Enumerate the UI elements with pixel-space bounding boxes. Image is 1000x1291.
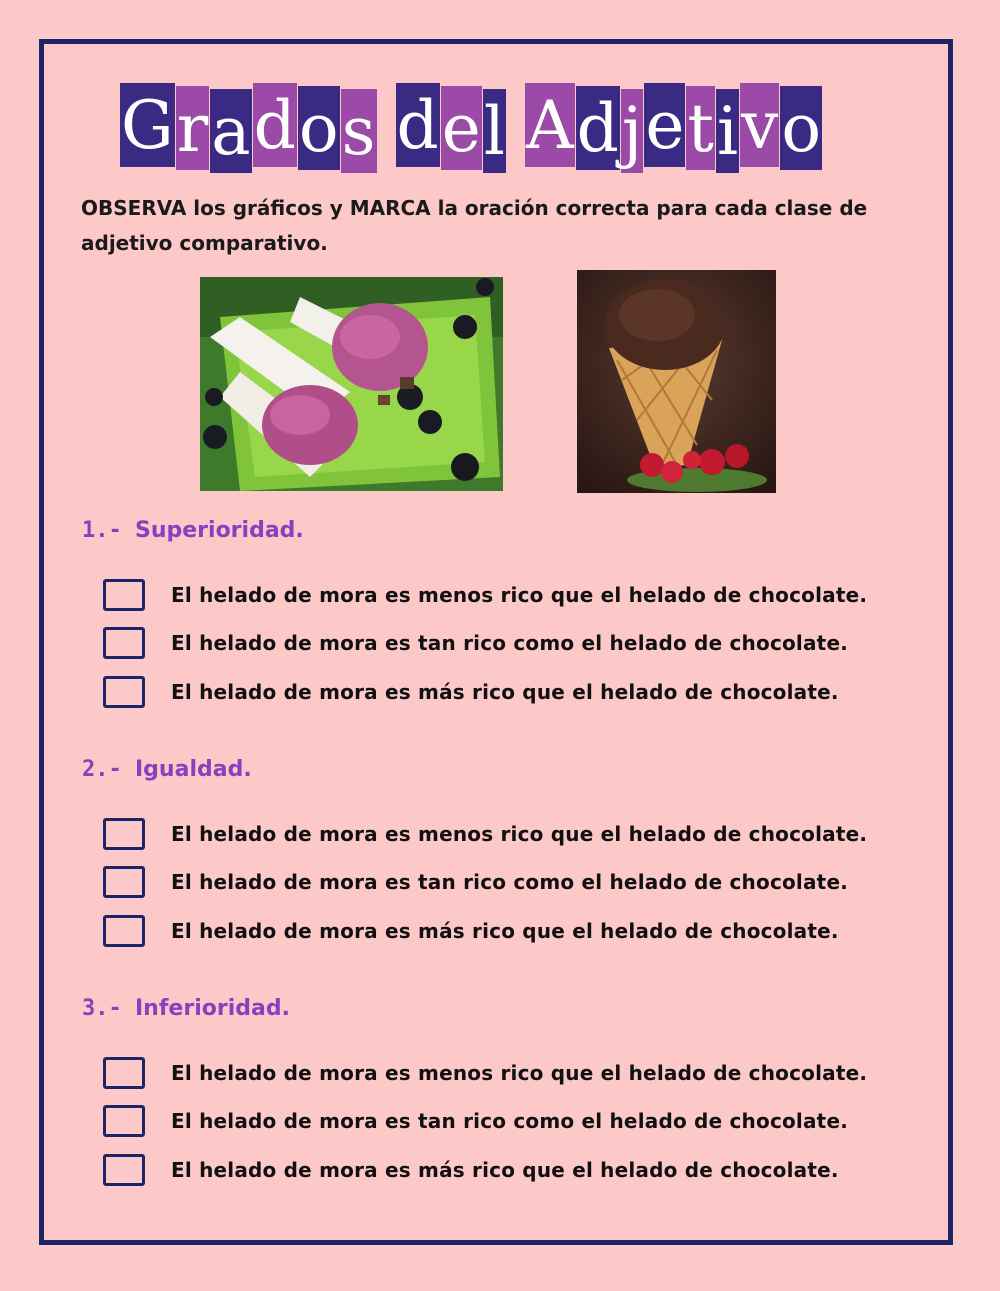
answer-option-label: El helado de mora es tan rico como el helado de chocolate. bbox=[171, 1109, 849, 1133]
answer-option[interactable] bbox=[103, 1154, 883, 1190]
title-letter: o bbox=[298, 86, 340, 170]
title-letter: i bbox=[716, 89, 739, 173]
answer-checkbox[interactable] bbox=[103, 627, 145, 659]
answer-option-label: El helado de mora es tan rico como el helado de chocolate. bbox=[171, 631, 849, 655]
title-letter: j bbox=[621, 89, 643, 173]
blackberry-ice-cream-photo bbox=[200, 277, 503, 491]
worksheet-title bbox=[120, 72, 823, 170]
answer-option-label: El helado de mora es más rico que el helado de chocolate. bbox=[171, 680, 839, 704]
title-letter: a bbox=[210, 89, 251, 173]
title-letter: e bbox=[441, 86, 482, 170]
answer-option[interactable] bbox=[103, 579, 883, 615]
answer-option-label: El helado de mora es más rico que el helado de chocolate. bbox=[171, 1158, 839, 1182]
answer-checkbox[interactable] bbox=[103, 915, 145, 947]
title-letter: d bbox=[396, 83, 440, 167]
section-heading bbox=[82, 757, 252, 782]
answer-option-label: El helado de mora es menos rico que el helado de chocolate. bbox=[171, 1061, 868, 1085]
title-letter: d bbox=[576, 86, 620, 170]
answer-option[interactable] bbox=[103, 1057, 883, 1093]
answer-option-label: El helado de mora es más rico que el helado de chocolate. bbox=[171, 919, 839, 943]
title-letter: t bbox=[686, 86, 715, 170]
answer-checkbox[interactable] bbox=[103, 676, 145, 708]
answer-option[interactable] bbox=[103, 818, 883, 854]
title-letter: v bbox=[740, 83, 779, 167]
title-letter: o bbox=[780, 86, 822, 170]
title-letter: d bbox=[253, 83, 297, 167]
section-heading bbox=[82, 518, 304, 543]
answer-checkbox[interactable] bbox=[103, 1105, 145, 1137]
answer-checkbox[interactable] bbox=[103, 866, 145, 898]
title-letter: e bbox=[644, 83, 685, 167]
chocolate-ice-cream-photo bbox=[577, 270, 776, 493]
answer-option[interactable] bbox=[103, 866, 883, 902]
section-title: Inferioridad. bbox=[135, 996, 290, 1021]
section-number: 3.- bbox=[82, 996, 122, 1021]
section-number: 1.- bbox=[82, 518, 122, 543]
answer-option-label: El helado de mora es menos rico que el helado de chocolate. bbox=[171, 583, 868, 607]
section-title: Igualdad. bbox=[135, 757, 252, 782]
answer-option[interactable] bbox=[103, 915, 883, 951]
section-title: Superioridad. bbox=[135, 518, 304, 543]
answer-checkbox[interactable] bbox=[103, 1057, 145, 1089]
title-letter: r bbox=[176, 86, 210, 170]
answer-checkbox[interactable] bbox=[103, 1154, 145, 1186]
answer-option[interactable] bbox=[103, 676, 883, 712]
answer-option-label: El helado de mora es menos rico que el helado de chocolate. bbox=[171, 822, 868, 846]
title-letter: l bbox=[483, 89, 506, 173]
title-letter: G bbox=[120, 83, 175, 167]
answer-checkbox[interactable] bbox=[103, 818, 145, 850]
answer-checkbox[interactable] bbox=[103, 579, 145, 611]
answer-option[interactable] bbox=[103, 1105, 883, 1141]
instructions-text: OBSERVA los gráficos y MARCA la oración correcta para cada clase de adjetivo comparativo. bbox=[81, 196, 868, 255]
answer-option-label: El helado de mora es tan rico como el helado de chocolate. bbox=[171, 870, 849, 894]
title-letter: s bbox=[341, 89, 377, 173]
title-letter: A bbox=[525, 83, 575, 167]
section-heading bbox=[82, 996, 290, 1021]
answer-option[interactable] bbox=[103, 627, 883, 663]
section-number: 2.- bbox=[82, 757, 122, 782]
